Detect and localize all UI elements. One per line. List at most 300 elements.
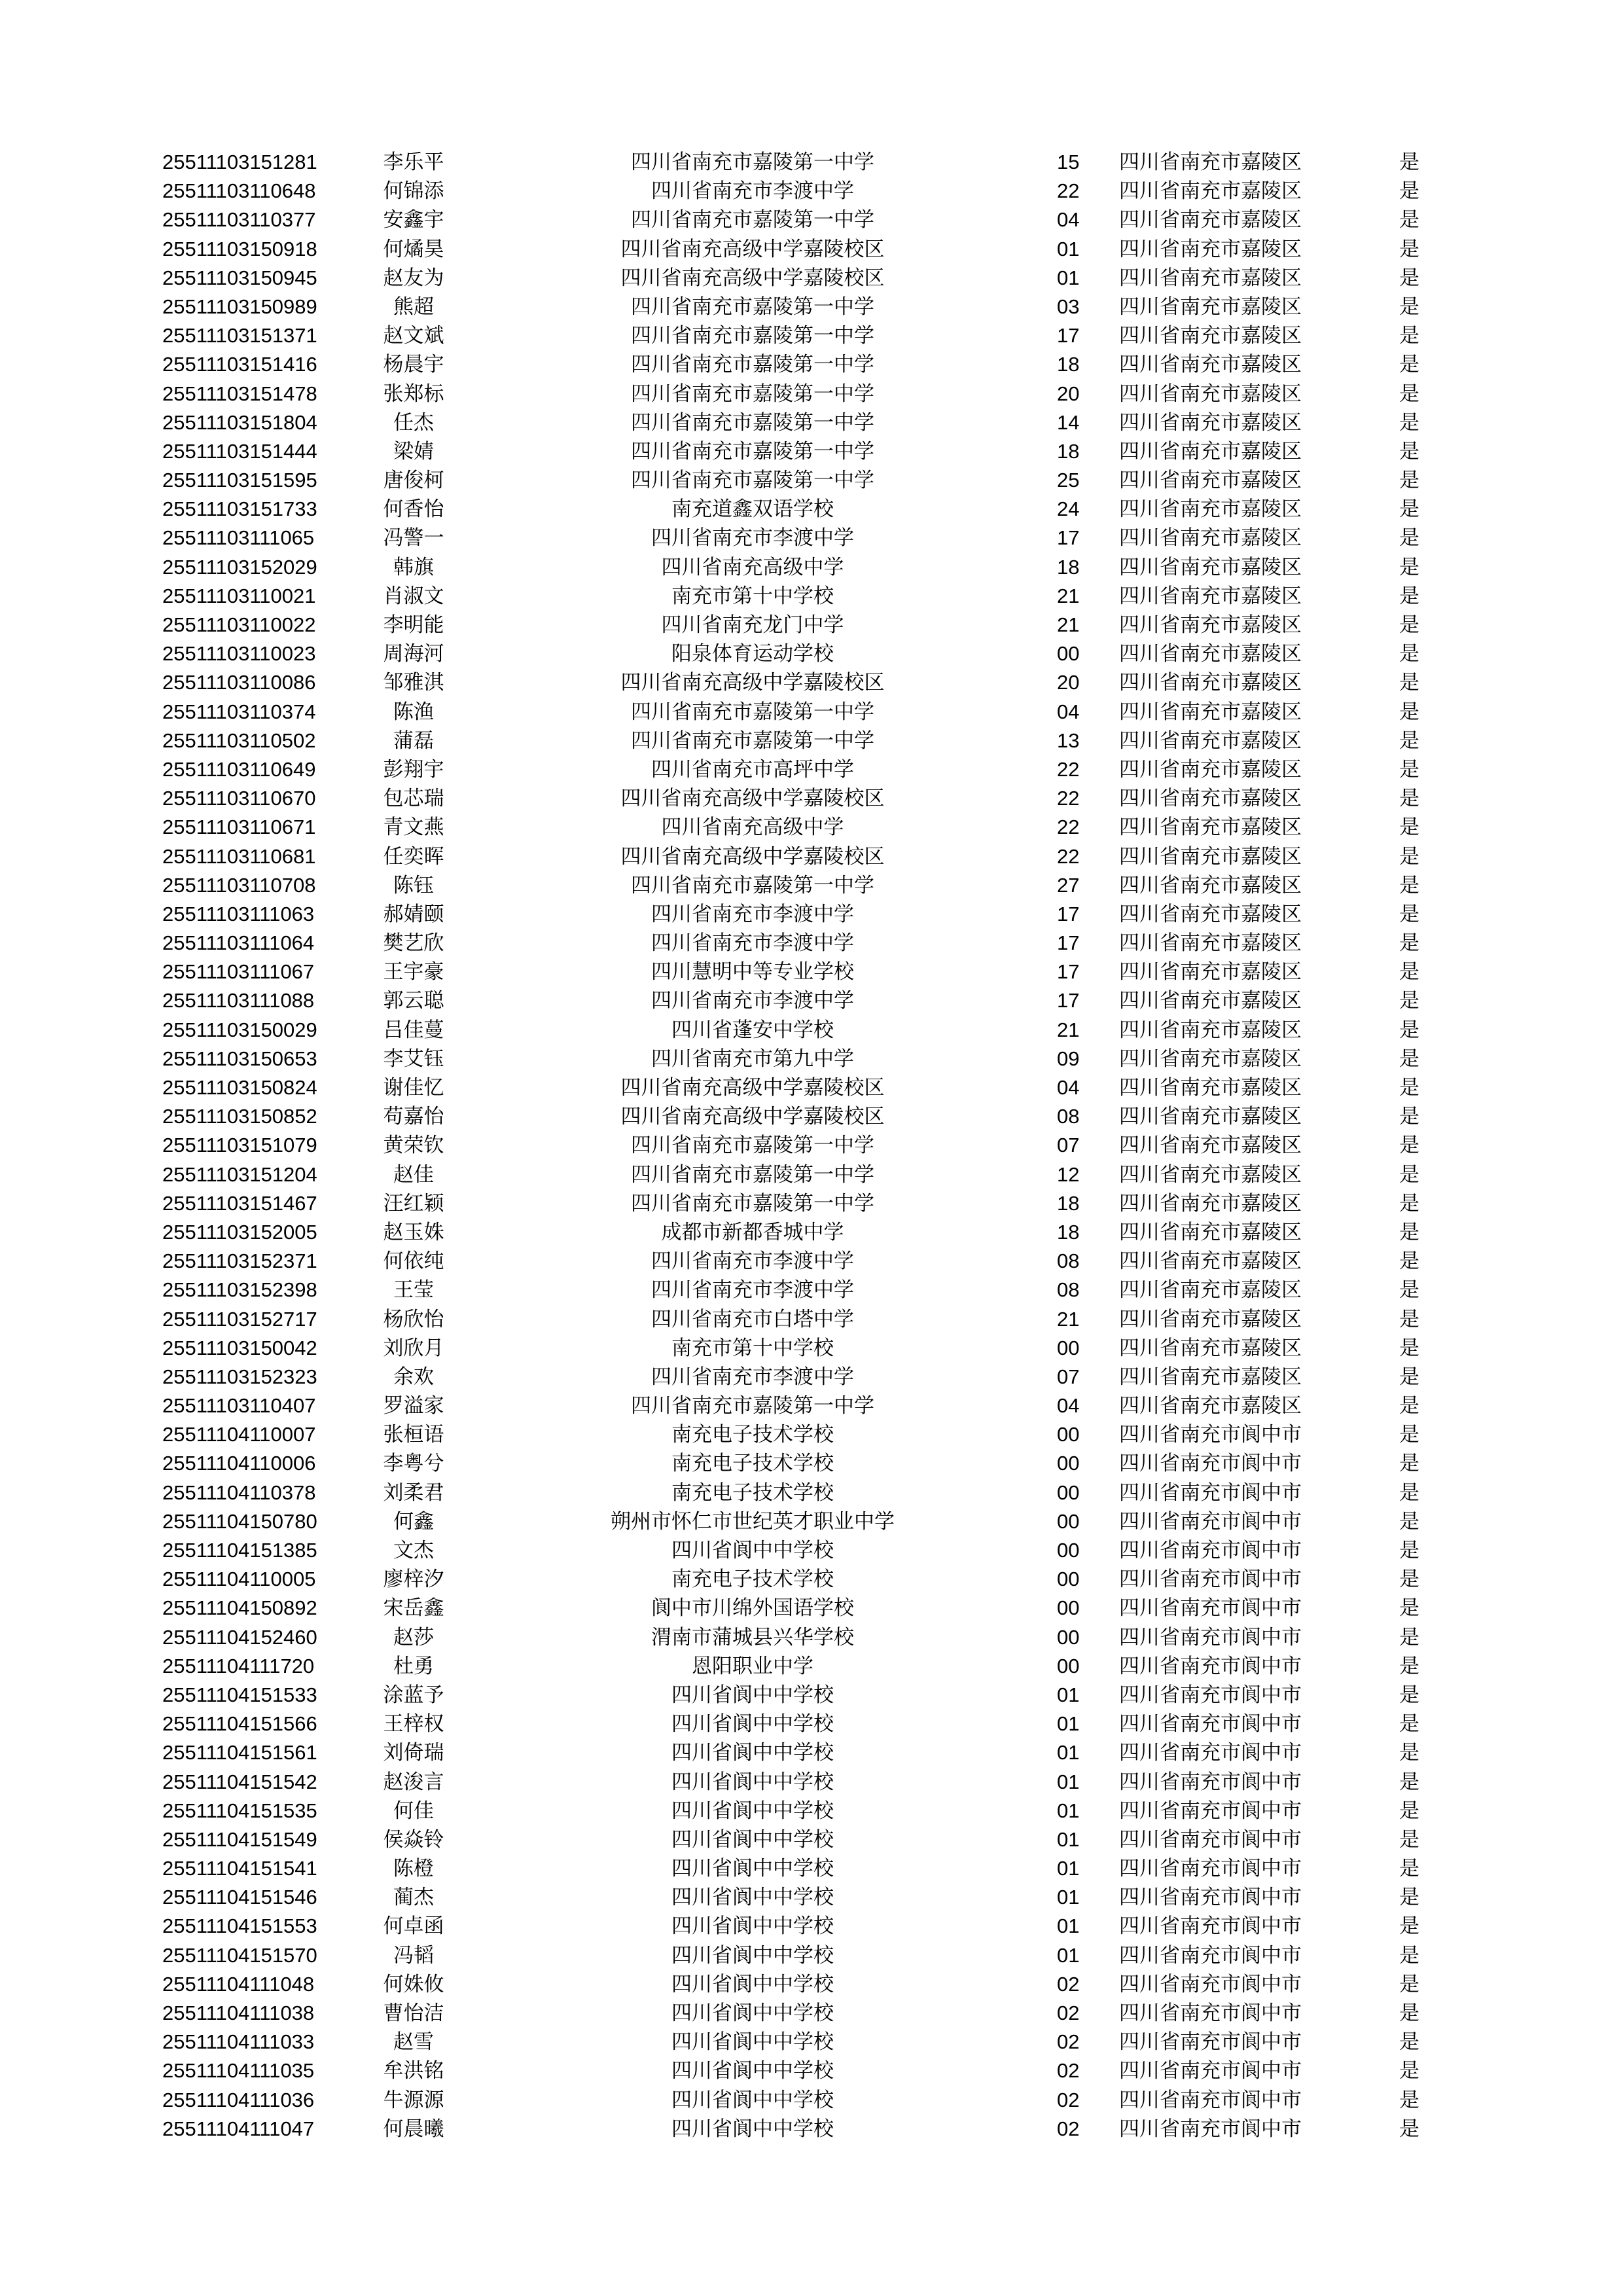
name-cell: 樊艺欣 (383, 931, 444, 956)
candidate-id-cell: 25511103110021 (162, 584, 316, 607)
name-cell: 青文燕 (383, 816, 444, 840)
flag-cell: 是 (1399, 1394, 1419, 1418)
code-cell: 22 (1057, 816, 1080, 839)
region-cell: 四川省南充市阆中市 (1119, 1886, 1302, 1910)
flag-cell: 是 (1399, 700, 1419, 724)
school-cell: 四川省南充市李渡中学 (651, 931, 854, 956)
candidate-id-cell: 25511103110670 (162, 787, 316, 810)
candidate-id-cell: 25511103151733 (162, 497, 317, 521)
candidate-id-cell: 25511104151570 (162, 1943, 317, 1967)
school-cell: 四川省南充市嘉陵第一中学 (631, 1162, 874, 1187)
flag-cell: 是 (1399, 382, 1419, 406)
flag-cell: 是 (1399, 151, 1419, 174)
name-cell: 赵玉姝 (383, 1220, 444, 1244)
table-row (0, 1420, 1623, 1449)
region-cell: 四川省南充市嘉陵区 (1119, 1336, 1302, 1360)
school-cell: 四川省南充龙门中学 (661, 613, 844, 637)
school-cell: 四川省南充市李渡中学 (651, 526, 854, 550)
region-cell: 四川省南充市阆中市 (1119, 1568, 1302, 1592)
name-cell: 郝婧颐 (383, 902, 444, 926)
name-cell: 何燏昊 (383, 237, 444, 261)
table-row (0, 639, 1623, 668)
school-cell: 阳泉体育运动学校 (671, 642, 834, 666)
candidate-id-cell: 25511103152323 (162, 1365, 317, 1388)
table-row (0, 1912, 1623, 1941)
region-cell: 四川省南充市嘉陵区 (1119, 757, 1302, 781)
table-row (0, 900, 1623, 929)
code-cell: 12 (1057, 1162, 1080, 1186)
name-cell: 张桓语 (383, 1423, 444, 1447)
region-cell: 四川省南充市嘉陵区 (1119, 989, 1302, 1013)
candidate-id-cell: 25511104111036 (162, 2088, 315, 2111)
school-cell: 四川省南充市高坪中学 (651, 757, 854, 781)
candidate-id-cell: 25511103151079 (162, 1134, 317, 1157)
flag-cell: 是 (1399, 1972, 1419, 1996)
flag-cell: 是 (1399, 1596, 1419, 1621)
table-row (0, 611, 1623, 639)
candidate-id-cell: 25511104151535 (162, 1799, 317, 1822)
school-cell: 四川省南充市嘉陵第一中学 (631, 382, 874, 406)
table-row (0, 1738, 1623, 1767)
region-cell: 四川省南充市嘉陵区 (1119, 1249, 1302, 1274)
table-row (0, 495, 1623, 524)
table-row (0, 1073, 1623, 1102)
table-row (0, 813, 1623, 842)
candidate-id-cell: 25511104111048 (162, 1972, 315, 1996)
school-cell: 四川省阆中中学校 (671, 1539, 834, 1562)
school-cell: 四川省南充市嘉陵第一中学 (631, 151, 874, 174)
flag-cell: 是 (1399, 1741, 1419, 1765)
name-cell: 宋岳鑫 (383, 1596, 444, 1621)
region-cell: 四川省南充市阆中市 (1119, 2001, 1302, 2025)
code-cell: 17 (1057, 324, 1080, 348)
candidate-id-cell: 25511103110374 (162, 700, 316, 723)
school-cell: 四川省南充市李渡中学 (651, 1278, 854, 1302)
name-cell: 赵浚言 (383, 1770, 444, 1794)
code-cell: 21 (1057, 1018, 1080, 1041)
candidate-id-cell: 25511103150852 (162, 1105, 317, 1128)
region-cell: 四川省南充市嘉陵区 (1119, 1076, 1302, 1100)
code-cell: 21 (1057, 613, 1080, 636)
table-row (0, 437, 1623, 466)
region-cell: 四川省南充市嘉陵区 (1119, 469, 1302, 493)
school-cell: 四川省南充市嘉陵第一中学 (631, 700, 874, 724)
school-cell: 南充电子技术学校 (671, 1568, 834, 1592)
name-cell: 杨晨宇 (383, 353, 444, 377)
candidate-id-cell: 25511103110407 (162, 1394, 316, 1418)
table-row (0, 1102, 1623, 1131)
code-cell: 18 (1057, 439, 1080, 463)
code-cell: 00 (1057, 1452, 1080, 1475)
candidate-id-cell: 25511103110502 (162, 728, 316, 752)
name-cell: 何锦添 (383, 179, 444, 204)
code-cell: 00 (1057, 1596, 1080, 1620)
candidate-id-cell: 25511103151281 (162, 151, 317, 173)
flag-cell: 是 (1399, 1423, 1419, 1447)
name-cell: 安鑫宇 (383, 208, 444, 232)
flag-cell: 是 (1399, 1770, 1419, 1794)
school-cell: 四川省南充高级中学嘉陵校区 (620, 671, 885, 695)
candidate-id-cell: 25511104151385 (162, 1539, 317, 1562)
school-cell: 四川省南充高级中学嘉陵校区 (620, 1076, 885, 1100)
flag-cell: 是 (1399, 1047, 1419, 1071)
flag-cell: 是 (1399, 787, 1419, 811)
region-cell: 四川省南充市嘉陵区 (1119, 816, 1302, 840)
flag-cell: 是 (1399, 1568, 1419, 1592)
table-row (0, 235, 1623, 264)
region-cell: 四川省南充市嘉陵区 (1119, 960, 1302, 984)
flag-cell: 是 (1399, 1712, 1419, 1736)
school-cell: 四川省南充市嘉陵第一中学 (631, 353, 874, 377)
flag-cell: 是 (1399, 1539, 1419, 1562)
table-row (0, 1131, 1623, 1160)
flag-cell: 是 (1399, 902, 1419, 926)
school-cell: 南充电子技术学校 (671, 1480, 834, 1505)
table-row (0, 1970, 1623, 1999)
flag-cell: 是 (1399, 1509, 1419, 1534)
school-cell: 四川省南充市嘉陵第一中学 (631, 439, 874, 463)
code-cell: 14 (1057, 410, 1080, 434)
code-cell: 00 (1057, 1480, 1080, 1504)
flag-cell: 是 (1399, 1018, 1419, 1042)
table-row (0, 958, 1623, 986)
table-row (0, 1941, 1623, 1970)
candidate-id-cell: 25511103111063 (162, 902, 315, 925)
flag-cell: 是 (1399, 584, 1419, 608)
candidate-id-cell: 25511103152398 (162, 1278, 317, 1302)
region-cell: 四川省南充市阆中市 (1119, 1799, 1302, 1823)
name-cell: 牟洪铭 (383, 2059, 444, 2083)
candidate-id-cell: 25511104151553 (162, 1914, 317, 1938)
code-cell: 20 (1057, 382, 1080, 405)
name-cell: 刘柔君 (383, 1480, 444, 1505)
code-cell: 17 (1057, 526, 1080, 550)
code-cell: 22 (1057, 757, 1080, 781)
name-cell: 何晨曦 (383, 2117, 444, 2141)
name-cell: 何佳 (393, 1799, 434, 1823)
candidate-id-cell: 25511103110708 (162, 873, 316, 897)
table-row (0, 1305, 1623, 1334)
table-row (0, 206, 1623, 234)
school-cell: 成都市新都香城中学 (661, 1220, 844, 1244)
code-cell: 21 (1057, 584, 1080, 607)
table-row (0, 986, 1623, 1015)
school-cell: 四川省阆中中学校 (671, 2059, 834, 2083)
candidate-id-cell: 25511104150780 (162, 1509, 317, 1533)
code-cell: 02 (1057, 1972, 1080, 1996)
code-cell: 08 (1057, 1249, 1080, 1273)
candidate-id-cell: 25511103110377 (162, 208, 316, 232)
table-row (0, 2056, 1623, 2085)
name-cell: 冯韬 (393, 1943, 434, 1967)
candidate-id-cell: 25511103111064 (162, 931, 315, 955)
name-cell: 刘欣月 (383, 1336, 444, 1360)
candidate-id-cell: 25511104111035 (162, 2059, 315, 2083)
candidate-id-cell: 25511103151444 (162, 439, 317, 463)
school-cell: 南充电子技术学校 (671, 1452, 834, 1476)
candidate-id-cell: 25511103111067 (162, 960, 315, 984)
flag-cell: 是 (1399, 1336, 1419, 1360)
region-cell: 四川省南充市嘉陵区 (1119, 787, 1302, 811)
region-cell: 四川省南充市阆中市 (1119, 1539, 1302, 1562)
region-cell: 四川省南充市嘉陵区 (1119, 1018, 1302, 1042)
candidate-id-cell: 25511103151467 (162, 1191, 317, 1215)
candidate-id-cell: 25511104151566 (162, 1712, 317, 1736)
flag-cell: 是 (1399, 1914, 1419, 1939)
code-cell: 01 (1057, 1943, 1080, 1967)
flag-cell: 是 (1399, 1365, 1419, 1389)
candidate-id-cell: 25511103150029 (162, 1018, 317, 1041)
school-cell: 四川省阆中中学校 (671, 1886, 834, 1910)
flag-cell: 是 (1399, 873, 1419, 897)
table-row (0, 1363, 1623, 1391)
name-cell: 廖梓汐 (383, 1568, 444, 1592)
candidate-id-cell: 25511103110086 (162, 671, 316, 694)
name-cell: 何香怡 (383, 497, 444, 522)
candidate-id-cell: 25511103151595 (162, 469, 317, 492)
school-cell: 四川省南充市嘉陵第一中学 (631, 728, 874, 753)
code-cell: 00 (1057, 1539, 1080, 1562)
table-row (0, 1334, 1623, 1363)
name-cell: 赵佳 (393, 1162, 434, 1187)
flag-cell: 是 (1399, 1799, 1419, 1823)
flag-cell: 是 (1399, 816, 1419, 840)
name-cell: 陈钰 (393, 873, 434, 897)
region-cell: 四川省南充市嘉陵区 (1119, 1134, 1302, 1158)
candidate-id-cell: 25511103151416 (162, 353, 317, 376)
school-cell: 四川省阆中中学校 (671, 1683, 834, 1707)
flag-cell: 是 (1399, 1162, 1419, 1187)
code-cell: 18 (1057, 1220, 1080, 1244)
candidate-id-cell: 25511104151542 (162, 1770, 317, 1793)
school-cell: 四川省阆中中学校 (671, 2001, 834, 2025)
candidate-id-cell: 25511104151541 (162, 1857, 317, 1880)
region-cell: 四川省南充市嘉陵区 (1119, 1162, 1302, 1187)
flag-cell: 是 (1399, 1480, 1419, 1505)
region-cell: 四川省南充市嘉陵区 (1119, 555, 1302, 579)
table-row (0, 1391, 1623, 1420)
school-cell: 四川省南充市嘉陵第一中学 (631, 1394, 874, 1418)
name-cell: 牛源源 (383, 2088, 444, 2112)
table-row (0, 668, 1623, 697)
name-cell: 杜勇 (393, 1654, 434, 1678)
name-cell: 苟嘉怡 (383, 1105, 444, 1129)
flag-cell: 是 (1399, 1452, 1419, 1476)
region-cell: 四川省南充市阆中市 (1119, 1423, 1302, 1447)
region-cell: 四川省南充市阆中市 (1119, 1712, 1302, 1736)
table-row (0, 350, 1623, 379)
name-cell: 赵雪 (393, 2030, 434, 2054)
school-cell: 四川省南充高级中学嘉陵校区 (620, 266, 885, 290)
code-cell: 25 (1057, 469, 1080, 492)
code-cell: 04 (1057, 1394, 1080, 1418)
flag-cell: 是 (1399, 1076, 1419, 1100)
code-cell: 01 (1057, 1799, 1080, 1822)
name-cell: 何依纯 (383, 1249, 444, 1274)
region-cell: 四川省南充市嘉陵区 (1119, 324, 1302, 348)
code-cell: 04 (1057, 700, 1080, 723)
table-row (0, 1045, 1623, 1073)
name-cell: 韩旗 (393, 555, 434, 579)
table-row (0, 1276, 1623, 1304)
code-cell: 04 (1057, 208, 1080, 232)
flag-cell: 是 (1399, 1249, 1419, 1274)
flag-cell: 是 (1399, 179, 1419, 204)
flag-cell: 是 (1399, 1943, 1419, 1967)
table-row (0, 2028, 1623, 2056)
roster-table (0, 148, 1623, 2144)
region-cell: 四川省南充市阆中市 (1119, 1625, 1302, 1649)
table-row (0, 1854, 1623, 1883)
code-cell: 07 (1057, 1365, 1080, 1388)
name-cell: 李艾钰 (383, 1047, 444, 1071)
table-row (0, 1507, 1623, 1536)
school-cell: 四川省南充高级中学嘉陵校区 (620, 237, 885, 261)
code-cell: 17 (1057, 989, 1080, 1013)
region-cell: 四川省南充市嘉陵区 (1119, 151, 1302, 174)
code-cell: 00 (1057, 1568, 1080, 1591)
table-row (0, 1652, 1623, 1681)
table-row (0, 1623, 1623, 1652)
table-row (0, 321, 1623, 350)
candidate-id-cell: 25511103151371 (162, 324, 317, 348)
region-cell: 四川省南充市嘉陵区 (1119, 844, 1302, 869)
flag-cell: 是 (1399, 1307, 1419, 1331)
name-cell: 王莹 (393, 1278, 434, 1302)
school-cell: 四川省南充市李渡中学 (651, 989, 854, 1013)
candidate-id-cell: 25511103110649 (162, 757, 316, 781)
code-cell: 04 (1057, 1076, 1080, 1099)
name-cell: 冯警一 (383, 526, 444, 550)
region-cell: 四川省南充市嘉陵区 (1119, 497, 1302, 522)
candidate-id-cell: 25511104150892 (162, 1596, 317, 1620)
table-row (0, 582, 1623, 611)
flag-cell: 是 (1399, 555, 1419, 579)
flag-cell: 是 (1399, 728, 1419, 753)
school-cell: 四川省南充市李渡中学 (651, 1365, 854, 1389)
school-cell: 四川省蓬安中学校 (671, 1018, 834, 1042)
table-row (0, 1479, 1623, 1507)
name-cell: 罗溢家 (383, 1394, 444, 1418)
flag-cell: 是 (1399, 2088, 1419, 2112)
school-cell: 四川省南充市嘉陵第一中学 (631, 1191, 874, 1215)
candidate-id-cell: 25511103110648 (162, 179, 316, 203)
school-cell: 四川省阆中中学校 (671, 1943, 834, 1967)
school-cell: 四川省南充市嘉陵第一中学 (631, 873, 874, 897)
candidate-id-cell: 25511103110022 (162, 613, 316, 636)
table-row (0, 1189, 1623, 1218)
school-cell: 南充电子技术学校 (671, 1423, 834, 1447)
code-cell: 09 (1057, 1047, 1080, 1070)
table-row (0, 842, 1623, 871)
candidate-id-cell: 25511104110378 (162, 1480, 316, 1504)
table-row (0, 524, 1623, 552)
region-cell: 四川省南充市嘉陵区 (1119, 671, 1302, 695)
code-cell: 18 (1057, 555, 1080, 579)
school-cell: 四川省南充市李渡中学 (651, 179, 854, 204)
table-row (0, 1825, 1623, 1854)
region-cell: 四川省南充市阆中市 (1119, 2117, 1302, 2141)
code-cell: 17 (1057, 931, 1080, 955)
region-cell: 四川省南充市嘉陵区 (1119, 237, 1302, 261)
school-cell: 四川省阆中中学校 (671, 2117, 834, 2141)
region-cell: 四川省南充市嘉陵区 (1119, 208, 1302, 232)
code-cell: 01 (1057, 1712, 1080, 1736)
flag-cell: 是 (1399, 208, 1419, 232)
name-cell: 陈渔 (393, 700, 434, 724)
candidate-id-cell: 25511104151549 (162, 1827, 317, 1851)
table-row (0, 1016, 1623, 1045)
table-row (0, 2086, 1623, 2115)
school-cell: 四川省南充市嘉陵第一中学 (631, 295, 874, 319)
table-row (0, 293, 1623, 321)
candidate-id-cell: 25511103151478 (162, 382, 317, 405)
table-row (0, 1218, 1623, 1247)
table-row (0, 871, 1623, 900)
region-cell: 四川省南充市阆中市 (1119, 2030, 1302, 2054)
flag-cell: 是 (1399, 439, 1419, 463)
school-cell: 四川省阆中中学校 (671, 1741, 834, 1765)
school-cell: 四川省南充高级中学 (661, 555, 844, 579)
candidate-id-cell: 25511103152005 (162, 1220, 317, 1244)
candidate-id-cell: 25511103152717 (162, 1307, 317, 1331)
name-cell: 张郑标 (383, 382, 444, 406)
name-cell: 黄荣钦 (383, 1134, 444, 1158)
school-cell: 四川省南充高级中学嘉陵校区 (620, 1105, 885, 1129)
name-cell: 李明能 (383, 613, 444, 637)
school-cell: 阆中市川绵外国语学校 (651, 1596, 854, 1621)
table-row (0, 264, 1623, 293)
candidate-id-cell: 25511103110681 (162, 844, 316, 868)
flag-cell: 是 (1399, 844, 1419, 869)
code-cell: 02 (1057, 2117, 1080, 2140)
flag-cell: 是 (1399, 960, 1419, 984)
flag-cell: 是 (1399, 2117, 1419, 2141)
candidate-id-cell: 25511103111065 (162, 526, 315, 550)
region-cell: 四川省南充市嘉陵区 (1119, 902, 1302, 926)
flag-cell: 是 (1399, 1625, 1419, 1649)
code-cell: 03 (1057, 295, 1080, 318)
flag-cell: 是 (1399, 613, 1419, 637)
table-row (0, 1710, 1623, 1738)
flag-cell: 是 (1399, 931, 1419, 956)
table-row (0, 177, 1623, 206)
candidate-id-cell: 25511104110005 (162, 1568, 316, 1591)
region-cell: 四川省南充市阆中市 (1119, 1972, 1302, 1996)
school-cell: 四川省阆中中学校 (671, 2030, 834, 2054)
code-cell: 18 (1057, 353, 1080, 376)
region-cell: 四川省南充市嘉陵区 (1119, 584, 1302, 608)
name-cell: 侯焱铃 (383, 1827, 444, 1852)
region-cell: 四川省南充市嘉陵区 (1119, 410, 1302, 435)
candidate-id-cell: 25511104110006 (162, 1452, 316, 1475)
region-cell: 四川省南充市嘉陵区 (1119, 295, 1302, 319)
school-cell: 四川省阆中中学校 (671, 1914, 834, 1939)
region-cell: 四川省南充市嘉陵区 (1119, 700, 1302, 724)
code-cell: 01 (1057, 1857, 1080, 1880)
table-row (0, 1999, 1623, 2028)
code-cell: 24 (1057, 497, 1080, 521)
school-cell: 恩阳职业中学 (692, 1654, 813, 1678)
flag-cell: 是 (1399, 1857, 1419, 1881)
table-row (0, 1247, 1623, 1276)
flag-cell: 是 (1399, 353, 1419, 377)
school-cell: 四川省南充市嘉陵第一中学 (631, 1134, 874, 1158)
region-cell: 四川省南充市阆中市 (1119, 1480, 1302, 1505)
table-row (0, 1797, 1623, 1825)
candidate-id-cell: 25511104111047 (162, 2117, 315, 2140)
school-cell: 四川省南充市白塔中学 (651, 1307, 854, 1331)
